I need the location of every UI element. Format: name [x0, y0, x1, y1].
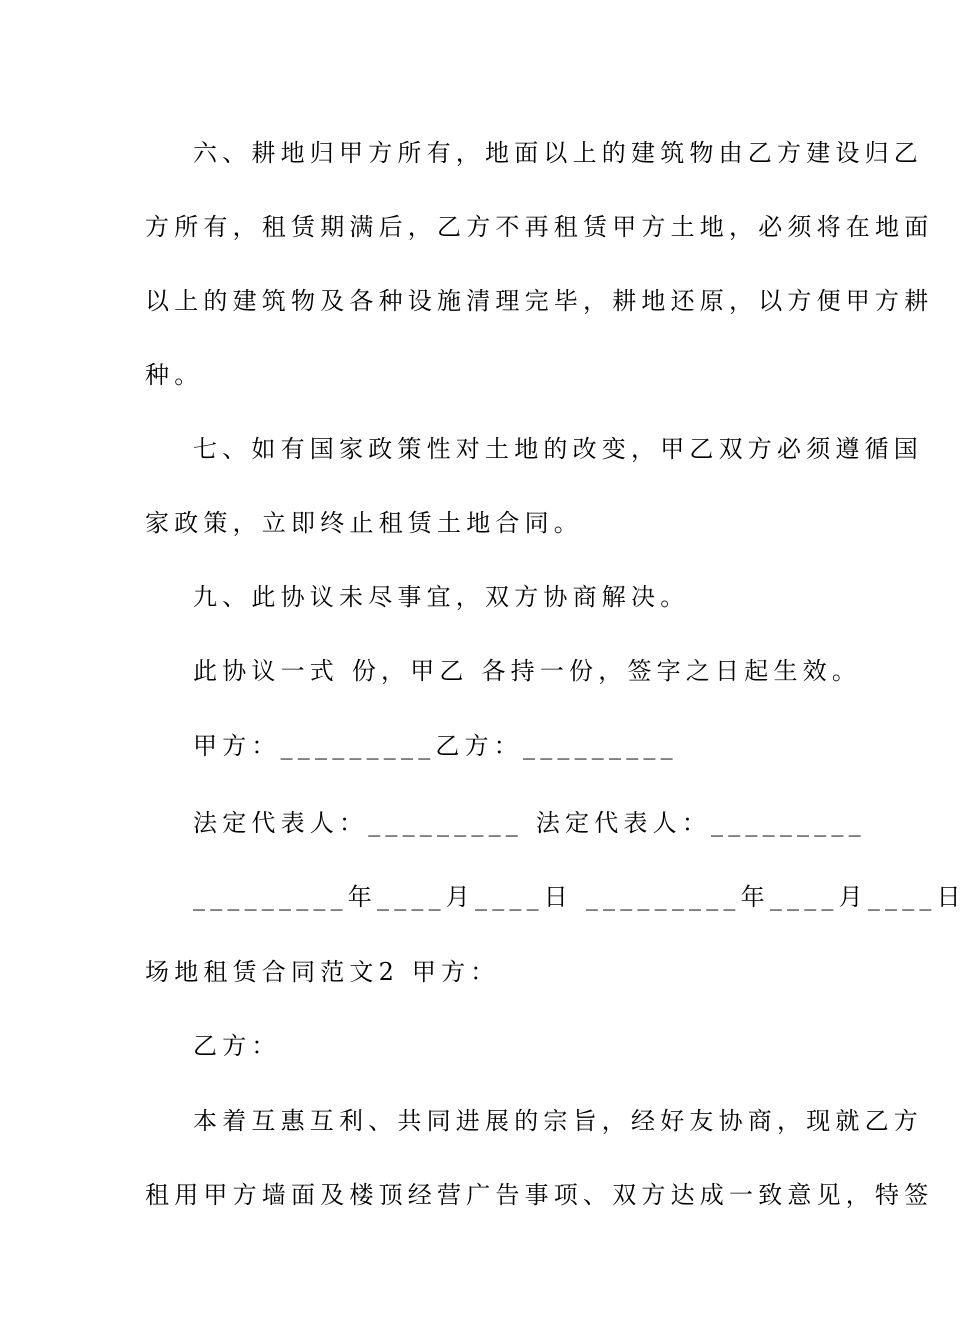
intro-paragraph-line-1: 本着互惠互利、共同进展的宗旨，经好友协商，现就乙方	[193, 1107, 923, 1135]
paragraph-six-line-3: 以上的建筑物及各种设施清理完毕，耕地还原，以方便甲方耕	[145, 287, 934, 315]
date-line: _________年____月____日 _________年____月____日	[193, 883, 966, 911]
agreement-copies-clause: 此协议一式 份，甲乙 各持一份，签字之日起生效。	[193, 657, 862, 685]
legal-representative-line: 法定代表人：_________ 法定代表人：_________	[193, 809, 866, 837]
paragraph-six-line-1: 六、耕地归甲方所有，地面以上的建筑物由乙方建设归乙	[193, 139, 923, 167]
paragraph-six-line-2: 方所有，租赁期满后，乙方不再租赁甲方土地，必须将在地面	[145, 213, 934, 241]
paragraph-seven-line-1: 七、如有国家政策性对土地的改变，甲乙双方必须遵循国	[193, 435, 923, 463]
paragraph-six-line-4: 种。	[145, 361, 204, 389]
party-signature-line: 甲方：_________乙方：_________	[193, 732, 678, 760]
party-b-label: 乙方：	[193, 1032, 281, 1060]
intro-paragraph-line-2: 租用甲方墙面及楼顶经营广告事项、双方达成一致意见，特签	[145, 1181, 934, 1209]
section-title-sample-2: 场地租赁合同范文2 甲方：	[145, 958, 500, 986]
paragraph-nine: 九、此协议未尽事宜，双方协商解决。	[193, 583, 690, 611]
paragraph-seven-line-2: 家政策，立即终止租赁土地合同。	[145, 509, 583, 537]
